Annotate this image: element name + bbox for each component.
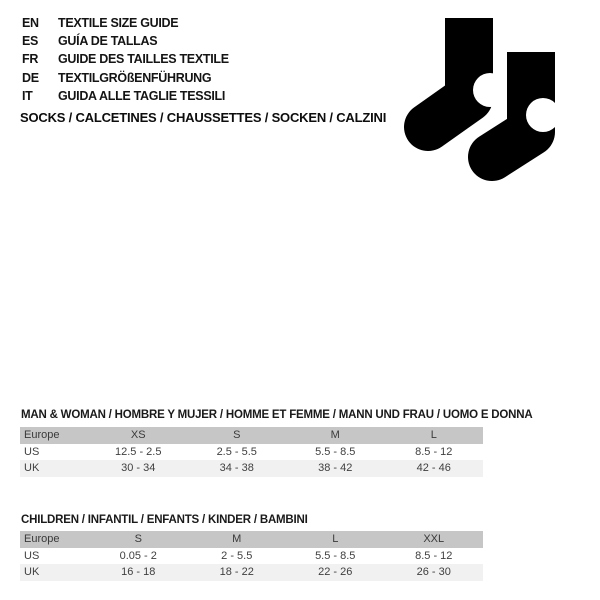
language-code: ES [22,34,39,49]
language-label: GUIDA ALLE TAGLIE TESSILI [58,88,226,103]
language-row-en [22,14,229,32]
table-cell: 18 - 22 [219,566,254,579]
language-row-fr [22,50,229,68]
sock-left-shape [428,18,507,127]
socks-icon [400,10,560,185]
language-row-es [22,32,229,50]
table-cell: 34 - 38 [219,462,254,475]
table-cell: 16 - 18 [121,566,156,579]
column-header: S [233,429,241,442]
column-header: M [330,429,340,442]
table-cell: 5.5 - 8.5 [315,445,356,458]
table-cell: 38 - 42 [318,462,353,475]
language-list [22,14,229,105]
column-header: M [232,533,242,546]
language-code: FR [22,52,39,67]
language-row-de [22,69,229,87]
table-cell: 8.5 - 12 [415,445,453,458]
table-title-man-woman: MAN & WOMAN / HOMBRE Y MUJER / HOMME ET FEMME / MANN UND FRAU / UOMO E DONNA [21,409,533,421]
language-code: EN [22,16,39,31]
table-row-us [20,548,483,565]
table-cell: 42 - 46 [416,462,451,475]
language-code: IT [22,88,33,103]
size-table-man-woman [20,427,483,477]
language-label: GUÍA DE TALLAS [58,34,158,49]
table-cell: 0.05 - 2 [119,549,157,562]
table-cell: 12.5 - 2.5 [115,445,162,458]
language-code: DE [22,70,39,85]
column-header: S [134,533,142,546]
table-title-children: CHILDREN / INFANTIL / ENFANTS / KINDER / BAMBINI [21,514,308,526]
language-label: TEXTILE SIZE GUIDE [58,16,179,31]
table-row-us [20,444,483,461]
table-row-uk [20,564,483,581]
column-header: Europe [24,533,60,546]
language-row-it [22,87,229,105]
language-label: GUIDE DES TAILLES TEXTILE [58,52,229,67]
category-title: SOCKS / CALCETINES / CHAUSSETTES / SOCKEN / CALZINI [20,110,387,125]
table-cell: 22 - 26 [318,566,353,579]
table-cell: 5.5 - 8.5 [315,549,356,562]
language-label: TEXTILGRÖßENFÜHRUNG [58,70,212,85]
column-header: XS [130,429,146,442]
size-table-children [20,531,483,581]
row-label: UK [24,566,40,579]
table-cell: 30 - 34 [121,462,156,475]
column-header: XXL [423,533,445,546]
row-label: UK [24,462,40,475]
table-row-uk [20,460,483,477]
table-cell: 2 - 5.5 [221,549,253,562]
column-header: L [332,533,339,546]
table-cell: 2.5 - 5.5 [216,445,257,458]
table-header-row [20,427,483,444]
row-label: US [24,445,40,458]
column-header: L [430,429,437,442]
column-header: Europe [24,429,60,442]
table-header-row [20,531,483,548]
sock-right-shape [492,52,560,157]
table-cell: 26 - 30 [416,566,451,579]
row-label: US [24,549,40,562]
table-cell: 8.5 - 12 [415,549,453,562]
